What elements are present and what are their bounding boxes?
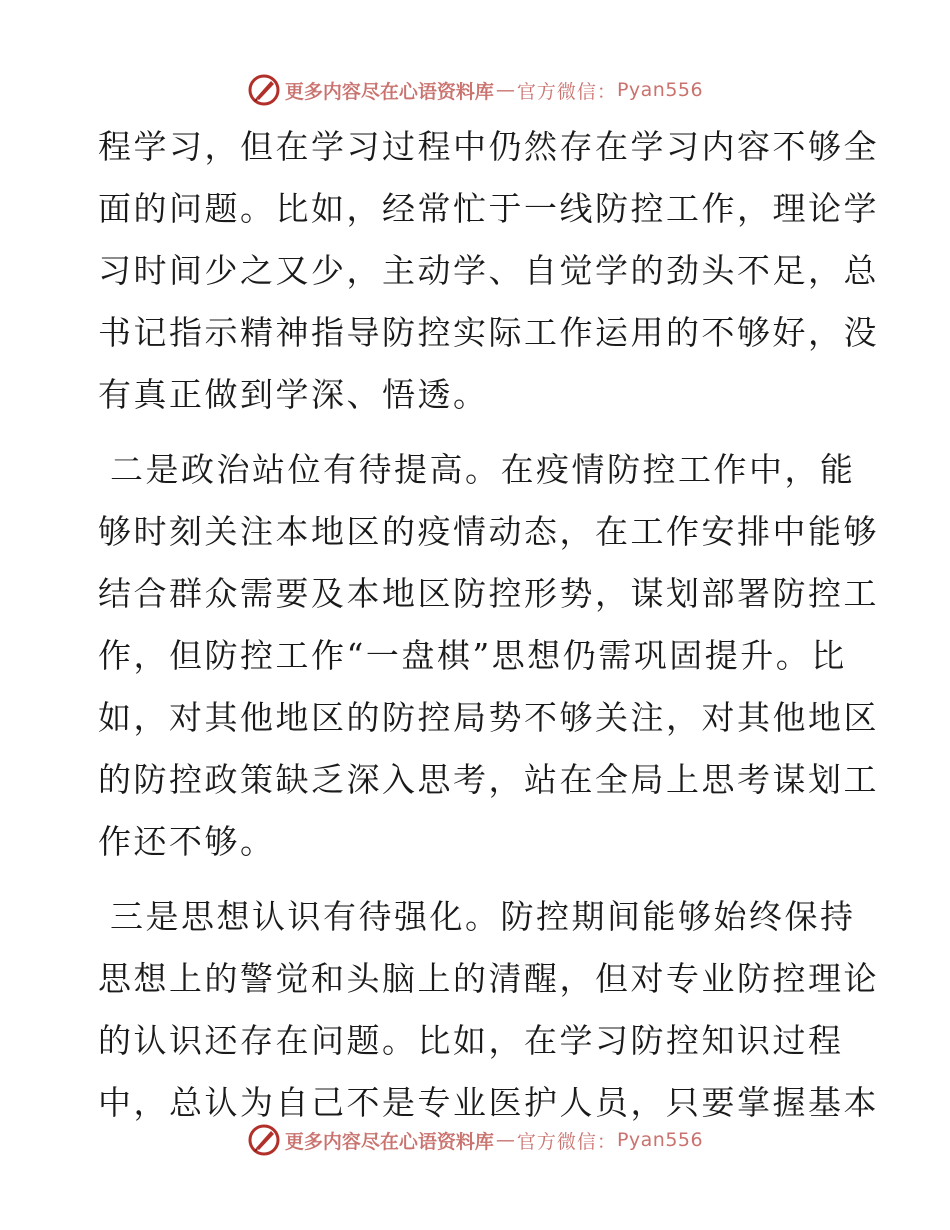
paragraph-1 [98,116,879,426]
text-line: 作，但防控工作“一盘棋”思想仍需巩固提升。比 [98,636,847,675]
text-line: 思想上的警觉和头脑上的清醒，但对专业防控理论 [98,959,879,998]
text-line: 习时间少之又少，主动学、自觉学的劲头不足，总 [98,251,879,290]
paragraph-3 [98,886,879,1134]
wechat-id: Pyan556 [616,79,704,101]
text-line: 有真正做到学深、悟透。 [98,375,489,414]
text-line: 面的问题。比如，经常忙于一线防控工作，理论学 [98,189,879,228]
footer-banner [0,1120,950,1160]
header-banner [0,70,950,110]
quill-pen-logo-icon [247,73,281,107]
wechat-label: 官方微信： [516,80,617,103]
quill-pen-logo-icon [247,1123,281,1157]
document-body [98,116,879,1134]
text-line: 如，对其他地区的防控局势不够关注，对其他地区 [98,698,879,737]
text-line: 的防控政策缺乏深入思考，站在全局上思考谋划工 [98,760,879,799]
wechat-id: Pyan556 [616,1129,704,1151]
text-line: 够时刻关注本地区的疫情动态，在工作安排中能够 [98,512,879,551]
text-line: 三是思想认识有待强化。防控期间能够始终保持 [110,897,856,936]
text-line: 结合群众需要及本地区防控形势，谋划部署防控工 [98,574,879,613]
text-line: 的认识还存在问题。比如，在学习防控知识过程 [98,1021,844,1060]
wechat-label: 官方微信： [516,1130,617,1153]
text-line: 作还不够。 [98,822,276,861]
paragraph-2 [98,439,879,873]
text-line: 书记指示精神指导防控实际工作运用的不够好，没 [98,313,879,352]
text-line: 中，总认为自己不是专业医护人员，只要掌握基本 [98,1083,879,1122]
banner-separator: — [495,1129,515,1151]
promo-text: 更多内容尽在心语资料库 [284,80,494,103]
promo-text: 更多内容尽在心语资料库 [284,1130,494,1153]
text-line: 程学习，但在学习过程中仍然存在学习内容不够全 [98,127,879,166]
banner-separator: — [495,79,515,101]
text-line: 二是政治站位有待提高。在疫情防控工作中，能 [110,450,856,489]
